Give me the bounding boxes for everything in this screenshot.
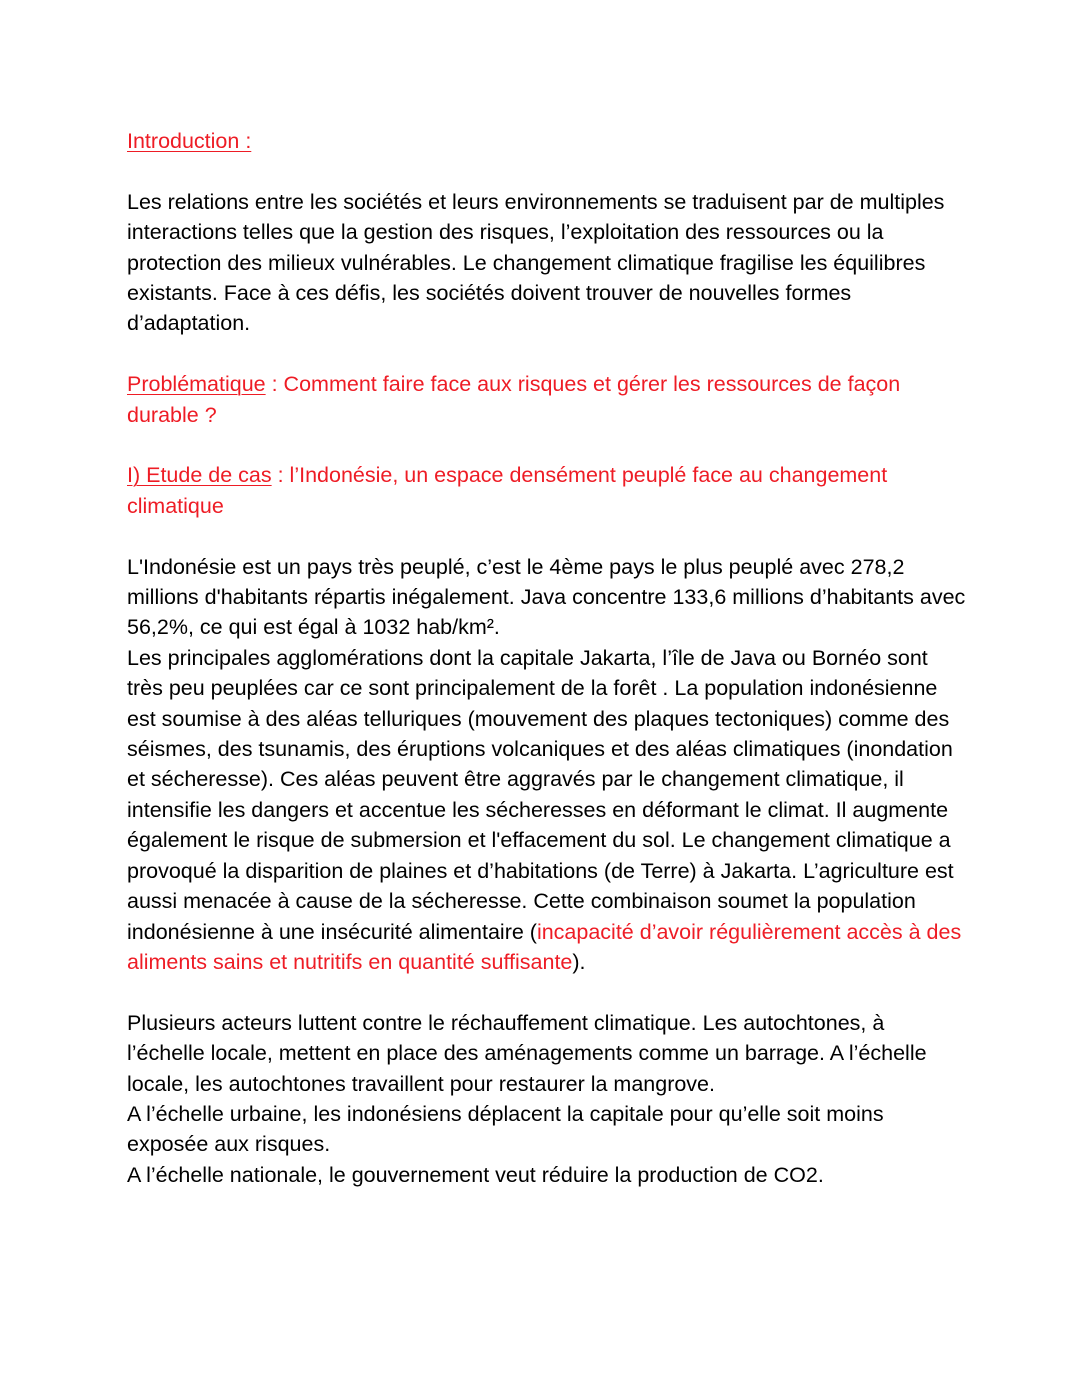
problematique (127, 369, 967, 430)
introduction-heading (127, 126, 967, 156)
section-1-paragraph-1b (127, 643, 967, 977)
problematique-text: : Comment faire face aux risques et gérer les ressources de façon durable ? (127, 372, 901, 427)
spacer (127, 430, 967, 460)
section-1-label: I) Etude de cas (127, 463, 272, 488)
section-1-paragraph-2c: A l’échelle nationale, le gouvernement veut réduire la production de CO2. (127, 1162, 824, 1187)
spacer (127, 521, 967, 551)
spacer (127, 339, 967, 369)
section-1-paragraph-2b: A l’échelle urbaine, les indonésiens déplacent la capitale pour qu’elle soit moins exposée aux risques. (127, 1101, 884, 1157)
section-1-paragraph-1a: L'Indonésie est un pays très peuplé, c’est le 4ème pays le plus peuplé avec 278,2 millions d'habitants répartis inégalement. Java concentre 133,6 millions d’habitants avec 56,2%, ce qui est égal à 1032 hab/km². (127, 554, 966, 640)
food-insecurity-definition: incapacité d’avoir régulièrement accès à des aliments sains et nutritifs en quantité suffisante (127, 919, 962, 974)
paragraph-text: Les principales agglomérations dont la capitale Jakarta, l’île de Java ou Bornéo sont très peu peuplées car ce sont principalement de la forêt . La population indonésienne est soumise à des aléas telluriques (mouvement des plaques tectoniques) comme des séismes, des tsunamis, des éruptions volcaniques et des aléas climatiques (inondation et sécheresse). Ces aléas peuvent être aggravés par le changement climatique, il intensifie les dangers et accentue les sécheresses en déformant le climat. Il augmente également le risque de submersion et l'effacement du sol. Le changement climatique a provoqué la disparition de plaines et d’habitations (de Terre) à Jakarta. L’agriculture est aussi menacée à cause de la sécheresse. Cette combinaison soumet la population indonésienne à une insécurité alimentaire ( (127, 645, 954, 944)
document-page (127, 126, 967, 1190)
spacer (127, 156, 967, 186)
section-1-paragraph-2a: Plusieurs acteurs luttent contre le réchauffement climatique. Les autochtones, à l’échelle locale, mettent en place des aménagements comme un barrage. A l’échelle locale, les autochtones travaillent pour restaurer la mangrove. (127, 1010, 927, 1096)
introduction-heading-text: Introduction : (127, 129, 252, 153)
problematique-label: Problématique (127, 372, 266, 397)
spacer (127, 977, 967, 1007)
section-1-title: : l’Indonésie, un espace densément peuplé face au changement climatique (127, 463, 888, 518)
section-1-heading (127, 460, 967, 521)
definition-close: ). (572, 949, 586, 974)
introduction-paragraph: Les relations entre les sociétés et leurs environnements se traduisent par de multiples interactions telles que la gestion des risques, l’exploitation des ressources ou la protection des milieux vulnérables. Le changement climatique fragilise les équilibres existants. Face à ces défis, les sociétés doivent trouver de nouvelles formes d’adaptation. (127, 189, 945, 336)
